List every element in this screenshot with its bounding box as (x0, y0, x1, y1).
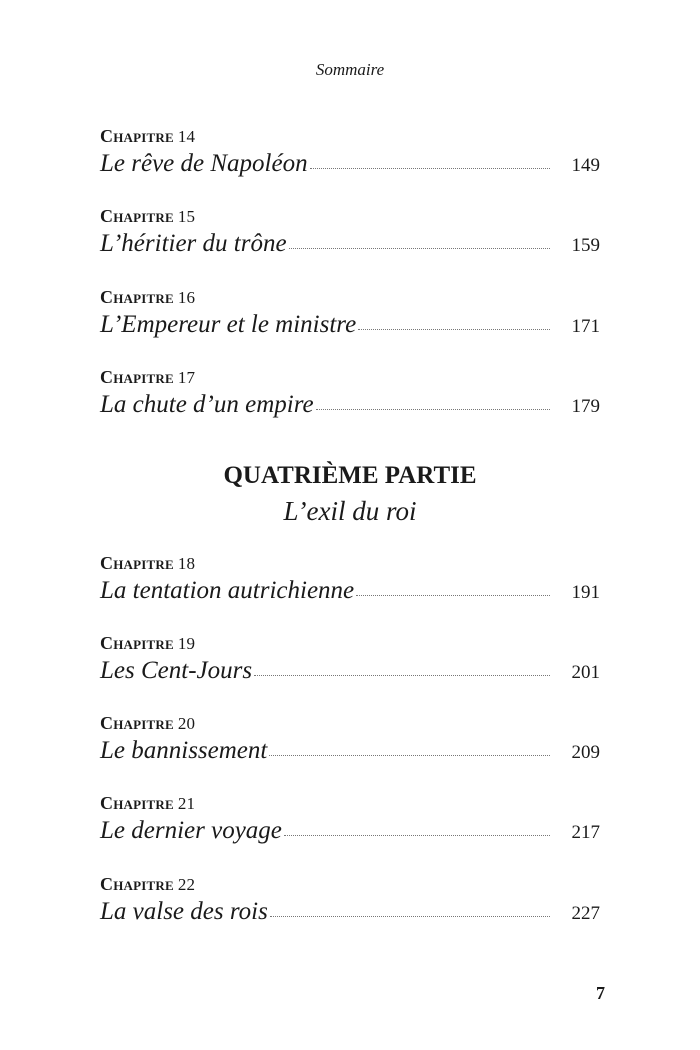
toc-entry (100, 549, 600, 619)
chapter-word: Chapitre (100, 713, 174, 733)
chapter-title: La tentation autrichienne (100, 577, 355, 604)
chapter-label (100, 874, 195, 895)
chapter-word: Chapitre (100, 874, 174, 894)
chapter-word: Chapitre (100, 633, 174, 653)
toc-row (100, 817, 600, 845)
toc-entry (100, 709, 600, 779)
chapter-label (100, 287, 195, 308)
chapter-page: 227 (571, 903, 600, 924)
chapter-page: 149 (571, 155, 600, 176)
chapter-number: 18 (177, 554, 196, 573)
chapter-title: La valse des rois (100, 898, 268, 925)
chapter-title: La chute d’un empire (100, 391, 314, 418)
chapter-page: 191 (571, 582, 600, 603)
toc-row (100, 391, 600, 419)
chapter-page: 217 (571, 822, 600, 843)
toc-entry (100, 870, 600, 940)
part-subtitle: L’exil du roi (283, 496, 417, 526)
toc-entry (100, 122, 600, 192)
chapter-title: Le bannissement (100, 737, 268, 764)
chapter-title: Le rêve de Napoléon (100, 150, 308, 177)
chapter-page: 159 (571, 235, 600, 256)
chapter-label (100, 553, 195, 574)
chapter-title: L’Empereur et le ministre (100, 311, 357, 338)
chapter-number: 17 (177, 368, 196, 387)
chapter-number: 22 (177, 875, 196, 894)
toc-row (100, 150, 600, 178)
chapter-page: 201 (571, 662, 600, 683)
part-title: QUATRIÈME PARTIE (223, 462, 477, 489)
chapter-word: Chapitre (100, 553, 174, 573)
toc-row (100, 577, 600, 605)
chapter-title: L’héritier du trône (100, 230, 287, 257)
toc-row (100, 230, 600, 258)
toc-entry (100, 202, 600, 272)
toc-entry (100, 629, 600, 699)
running-head: Sommaire (315, 60, 385, 79)
dot-leader (289, 247, 550, 249)
chapter-number: 16 (177, 288, 196, 307)
chapter-label (100, 367, 195, 388)
toc-entry (100, 363, 600, 433)
chapter-word: Chapitre (100, 367, 174, 387)
chapter-page: 171 (571, 316, 600, 337)
chapter-label (100, 793, 195, 814)
chapter-number: 14 (177, 127, 196, 146)
chapter-title: Les Cent-Jours (100, 657, 253, 684)
chapter-word: Chapitre (100, 793, 174, 813)
chapter-title: Le dernier voyage (100, 817, 282, 844)
chapter-page: 179 (571, 396, 600, 417)
toc-row (100, 737, 600, 765)
toc-row (100, 898, 600, 926)
toc-row (100, 311, 600, 339)
chapter-number: 21 (177, 794, 196, 813)
dot-leader (316, 408, 550, 410)
dot-leader (356, 594, 550, 596)
chapter-label (100, 713, 195, 734)
page-number: 7 (596, 983, 605, 1003)
dot-leader (310, 167, 550, 169)
chapter-word: Chapitre (100, 126, 174, 146)
chapter-label (100, 633, 195, 654)
chapter-number: 19 (177, 634, 196, 653)
chapter-number: 15 (177, 207, 196, 226)
dot-leader (284, 834, 550, 836)
chapter-word: Chapitre (100, 287, 174, 307)
chapter-page: 209 (571, 742, 600, 763)
toc-entry (100, 283, 600, 353)
dot-leader (254, 674, 550, 676)
chapter-label (100, 206, 195, 227)
toc-row (100, 657, 600, 685)
dot-leader (270, 915, 550, 917)
dot-leader (269, 754, 550, 756)
chapter-number: 20 (177, 714, 196, 733)
toc-entry (100, 789, 600, 859)
chapter-label (100, 126, 195, 147)
chapter-word: Chapitre (100, 206, 174, 226)
dot-leader (358, 328, 550, 330)
